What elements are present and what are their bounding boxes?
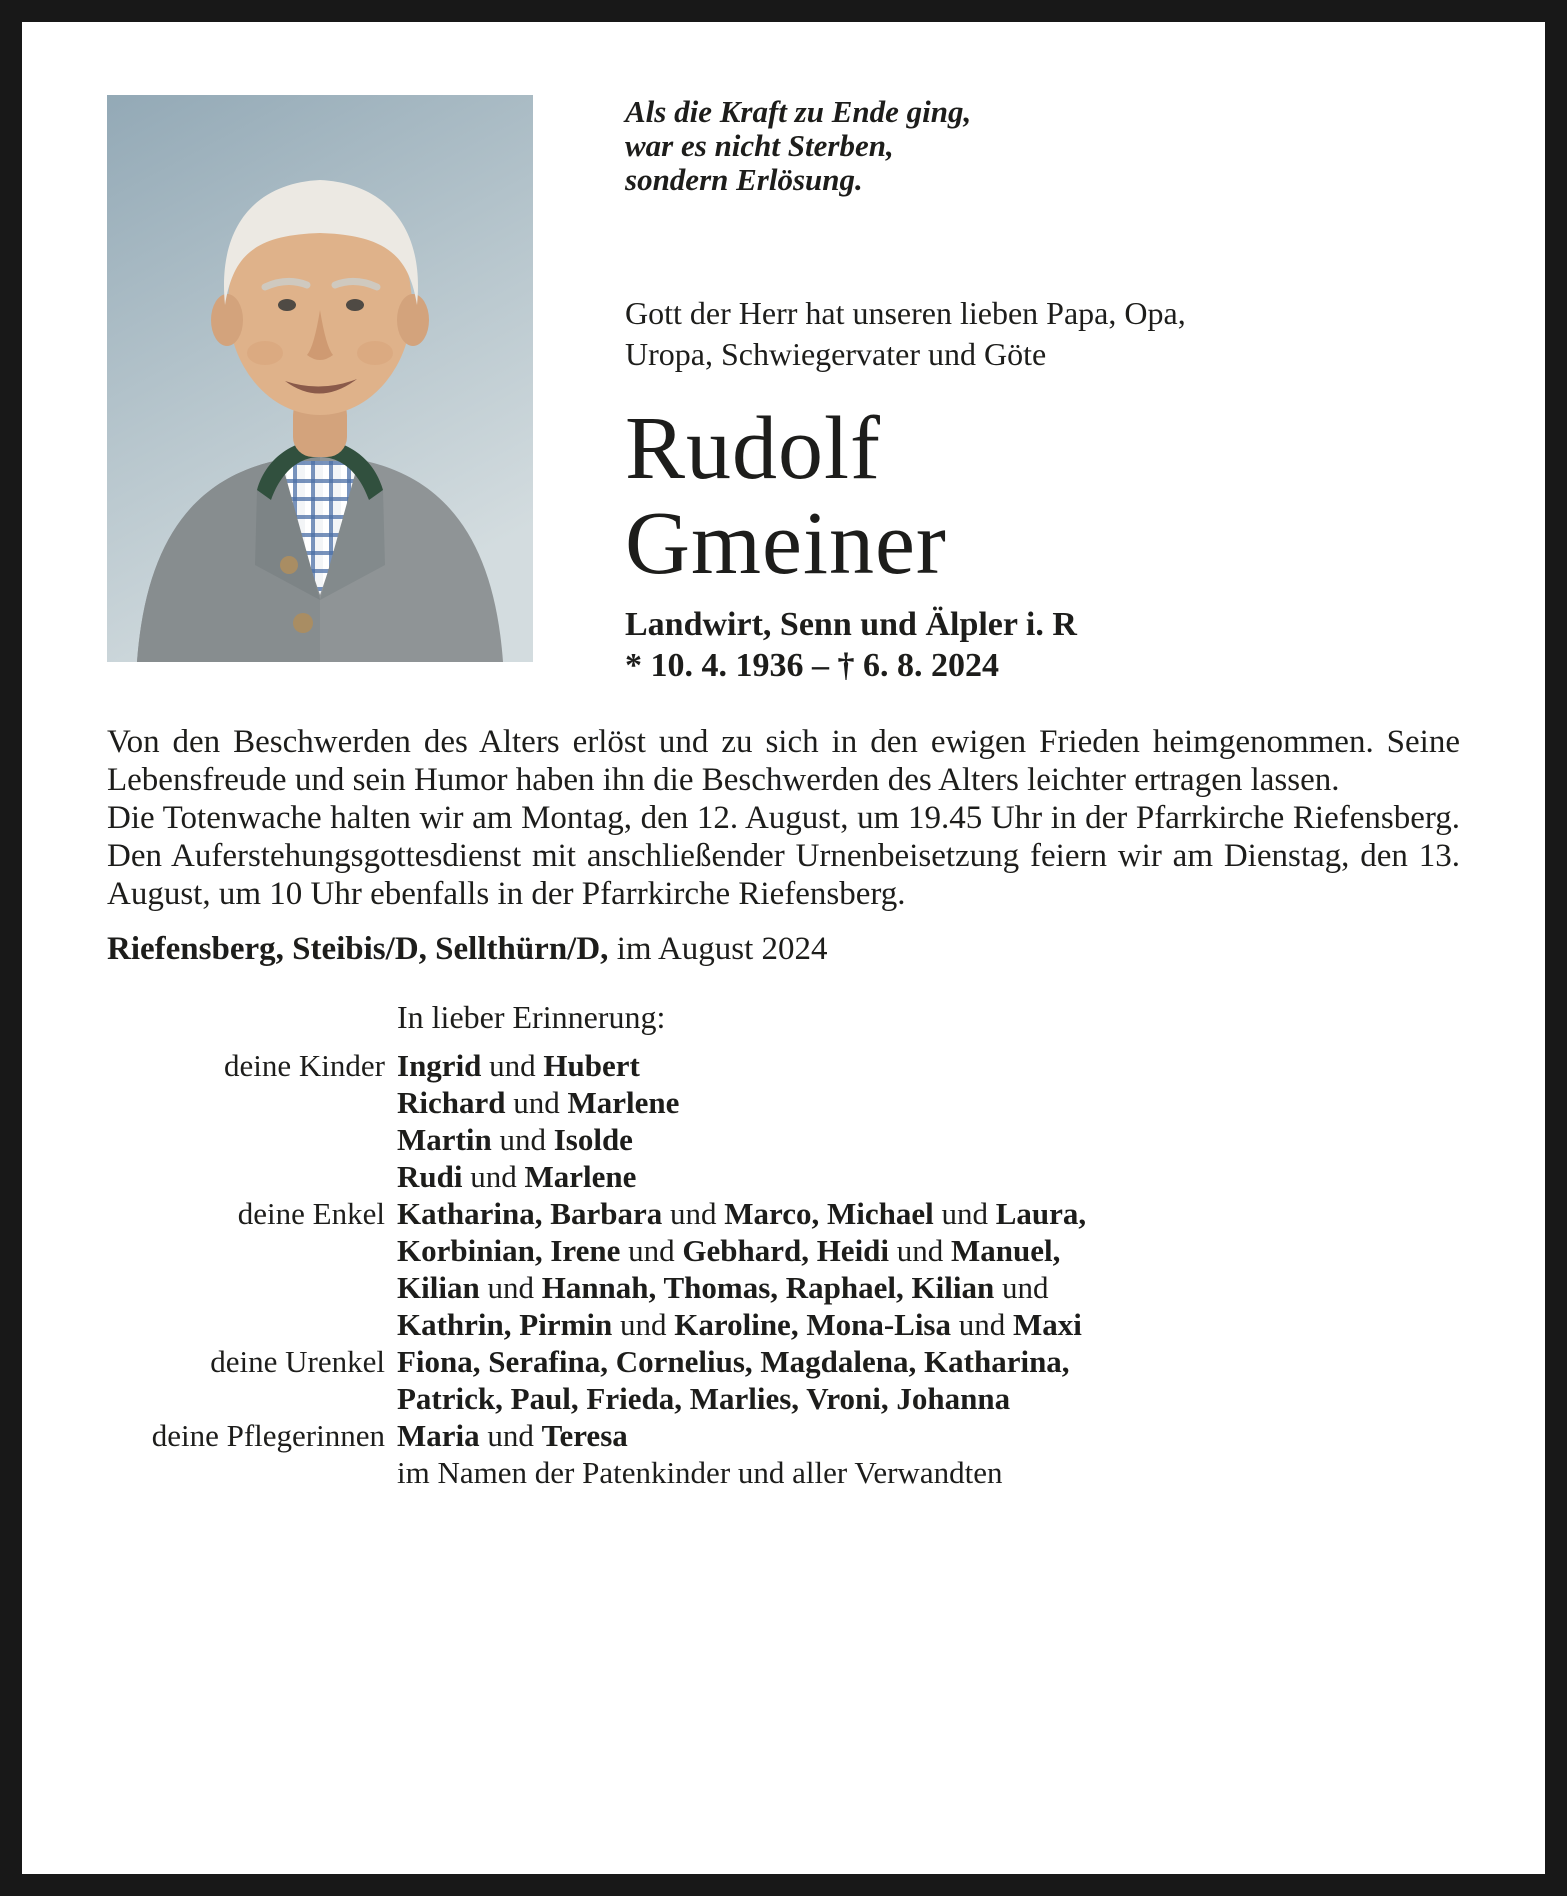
cheek-left bbox=[247, 341, 283, 365]
family-name-text: Patrick, Paul, Frieda, Marlies, Vroni, Johanna bbox=[397, 1381, 1011, 1416]
remembrance-row bbox=[107, 1454, 1460, 1491]
family-name-text: Fiona, Serafina, Cornelius, Magdalena, Katharina, bbox=[397, 1344, 1070, 1379]
remembrance-row bbox=[107, 1047, 1460, 1195]
family-name-text: Marco, Michael bbox=[724, 1196, 934, 1231]
remembrance-row-lines bbox=[397, 1417, 1460, 1454]
remembrance-row-lines bbox=[397, 1195, 1460, 1343]
family-name-text: Rudi bbox=[397, 1159, 463, 1194]
jacket-button bbox=[293, 613, 313, 633]
remembrance-row-lines bbox=[397, 1047, 1460, 1195]
deceased-title: Landwirt, Senn und Älpler i. R bbox=[625, 606, 1077, 643]
connector-text: und bbox=[951, 1307, 1013, 1342]
remembrance-row bbox=[107, 1195, 1460, 1343]
announcement-text bbox=[107, 723, 1460, 913]
connector-text: und bbox=[612, 1307, 675, 1342]
remembrance-row-lines bbox=[397, 1343, 1460, 1417]
portrait-illustration bbox=[107, 95, 533, 662]
place-date-line bbox=[107, 929, 1460, 969]
remembrance-row-label: deine Kinder bbox=[224, 1048, 385, 1083]
connector-text: und bbox=[620, 1233, 683, 1268]
connector-text: und bbox=[889, 1233, 952, 1268]
family-name-text: Karoline, Mona-Lisa bbox=[674, 1307, 951, 1342]
eye-right bbox=[346, 299, 364, 311]
remembrance-line bbox=[397, 1158, 1460, 1195]
cheek-right bbox=[357, 341, 393, 365]
jacket-button bbox=[280, 556, 298, 574]
connector-text: und bbox=[491, 1122, 554, 1157]
family-name-text: Manuel, bbox=[951, 1233, 1061, 1268]
remembrance-line bbox=[397, 1417, 1460, 1454]
deceased-first-name: Rudolf bbox=[625, 399, 882, 498]
remembrance-line bbox=[397, 1454, 1460, 1491]
remembrance-row-label bbox=[107, 1454, 397, 1491]
connector-text: und bbox=[481, 1048, 544, 1083]
family-name-text: Hannah, Thomas, Raphael, Kilian bbox=[541, 1270, 995, 1305]
remembrance-row-label: deine Urenkel bbox=[210, 1344, 385, 1379]
family-name-text: Marlene bbox=[524, 1159, 637, 1194]
remembrance-heading: In lieber Erinnerung: bbox=[397, 999, 666, 1035]
remembrance-line bbox=[397, 1232, 1460, 1269]
connector-text: und bbox=[994, 1270, 1049, 1305]
epitaph-line: Als die Kraft zu Ende ging, bbox=[625, 94, 972, 129]
connector-text: und bbox=[479, 1418, 542, 1453]
family-name-text: Gebhard, Heidi bbox=[682, 1233, 890, 1268]
ear-right bbox=[397, 294, 429, 346]
family-name-text: Maxi bbox=[1013, 1307, 1082, 1342]
ear-left bbox=[211, 294, 243, 346]
remembrance-line bbox=[397, 1306, 1460, 1343]
place-names: Riefensberg, Steibis/D, Sellthürn/D, bbox=[107, 931, 609, 967]
remembrance-line bbox=[397, 1269, 1460, 1306]
connector-text: und bbox=[505, 1085, 568, 1120]
remembrance-line bbox=[397, 1121, 1460, 1158]
remembrance-row bbox=[107, 1417, 1460, 1454]
header-text-column bbox=[625, 95, 1460, 687]
family-name-text: Kilian bbox=[397, 1270, 480, 1305]
intro-text: Gott der Herr hat unseren lieben Papa, Opa, Uropa, Schwiegervater und Göte bbox=[625, 295, 1186, 372]
deceased-last-name: Gmeiner bbox=[625, 494, 947, 593]
family-name-text: Ingrid bbox=[397, 1048, 482, 1083]
remembrance-row-label: deine Pflegerinnen bbox=[151, 1418, 385, 1453]
remembrance-row-label: deine Enkel bbox=[237, 1196, 385, 1231]
remembrance-line bbox=[397, 1343, 1460, 1380]
life-dates: * 10. 4. 1936 – † 6. 8. 2024 bbox=[625, 647, 999, 684]
epitaph-line: war es nicht Sterben, bbox=[625, 128, 894, 163]
remembrance-line bbox=[397, 1047, 1460, 1084]
deceased-name bbox=[625, 401, 1460, 591]
epitaph bbox=[625, 95, 1460, 197]
obituary-content bbox=[22, 22, 1545, 1491]
family-name-text: Marlene bbox=[567, 1085, 680, 1120]
remembrance-list bbox=[107, 1047, 1460, 1491]
announcement-paragraph: Von den Beschwerden des Alters erlöst und zu sich in den ewigen Frieden heimgenommen. Seine Lebensfreude und sein Humor haben ihn die Beschwerden des Alters leichter ertragen lassen. bbox=[107, 724, 1460, 798]
family-name-text: Hubert bbox=[543, 1048, 640, 1083]
remembrance-line bbox=[397, 1380, 1460, 1417]
family-name-text: Martin bbox=[397, 1122, 492, 1157]
connector-text: und bbox=[462, 1159, 525, 1194]
eye-left bbox=[278, 299, 296, 311]
funeral-info-paragraph: Die Totenwache halten wir am Montag, den 12. August, um 19.45 Uhr in der Pfarrkirche Riefensberg. Den Auferstehungsgottesdienst mit anschließender Urnenbeisetzung feiern wir am Dienstag, den 13. August, um 10 Uhr ebenfalls in der Pfarrkirche Riefensberg. bbox=[107, 800, 1460, 912]
place-date: im August 2024 bbox=[608, 931, 828, 967]
family-name-text: Korbinian, Irene bbox=[397, 1233, 621, 1268]
family-name-text: Maria bbox=[397, 1418, 480, 1453]
epitaph-line: sondern Erlösung. bbox=[625, 162, 863, 197]
family-name-text: Laura, bbox=[995, 1196, 1087, 1231]
connector-text: und bbox=[479, 1270, 542, 1305]
connector-text: und bbox=[933, 1196, 996, 1231]
remembrance-row bbox=[107, 1343, 1460, 1417]
header-section bbox=[107, 95, 1460, 687]
family-name-text: Katharina, Barbara bbox=[397, 1196, 663, 1231]
connector-text: im Namen der Patenkinder und aller Verwandten bbox=[397, 1455, 1003, 1490]
remembrance-line bbox=[397, 1084, 1460, 1121]
family-name-text: Richard bbox=[397, 1085, 506, 1120]
family-name-text: Kathrin, Pirmin bbox=[397, 1307, 613, 1342]
family-name-text: Teresa bbox=[541, 1418, 628, 1453]
remembrance-line bbox=[397, 1195, 1460, 1232]
portrait-photo bbox=[107, 95, 533, 662]
connector-text: und bbox=[662, 1196, 725, 1231]
family-name-text: Isolde bbox=[553, 1122, 633, 1157]
remembrance-row-lines bbox=[397, 1454, 1460, 1491]
